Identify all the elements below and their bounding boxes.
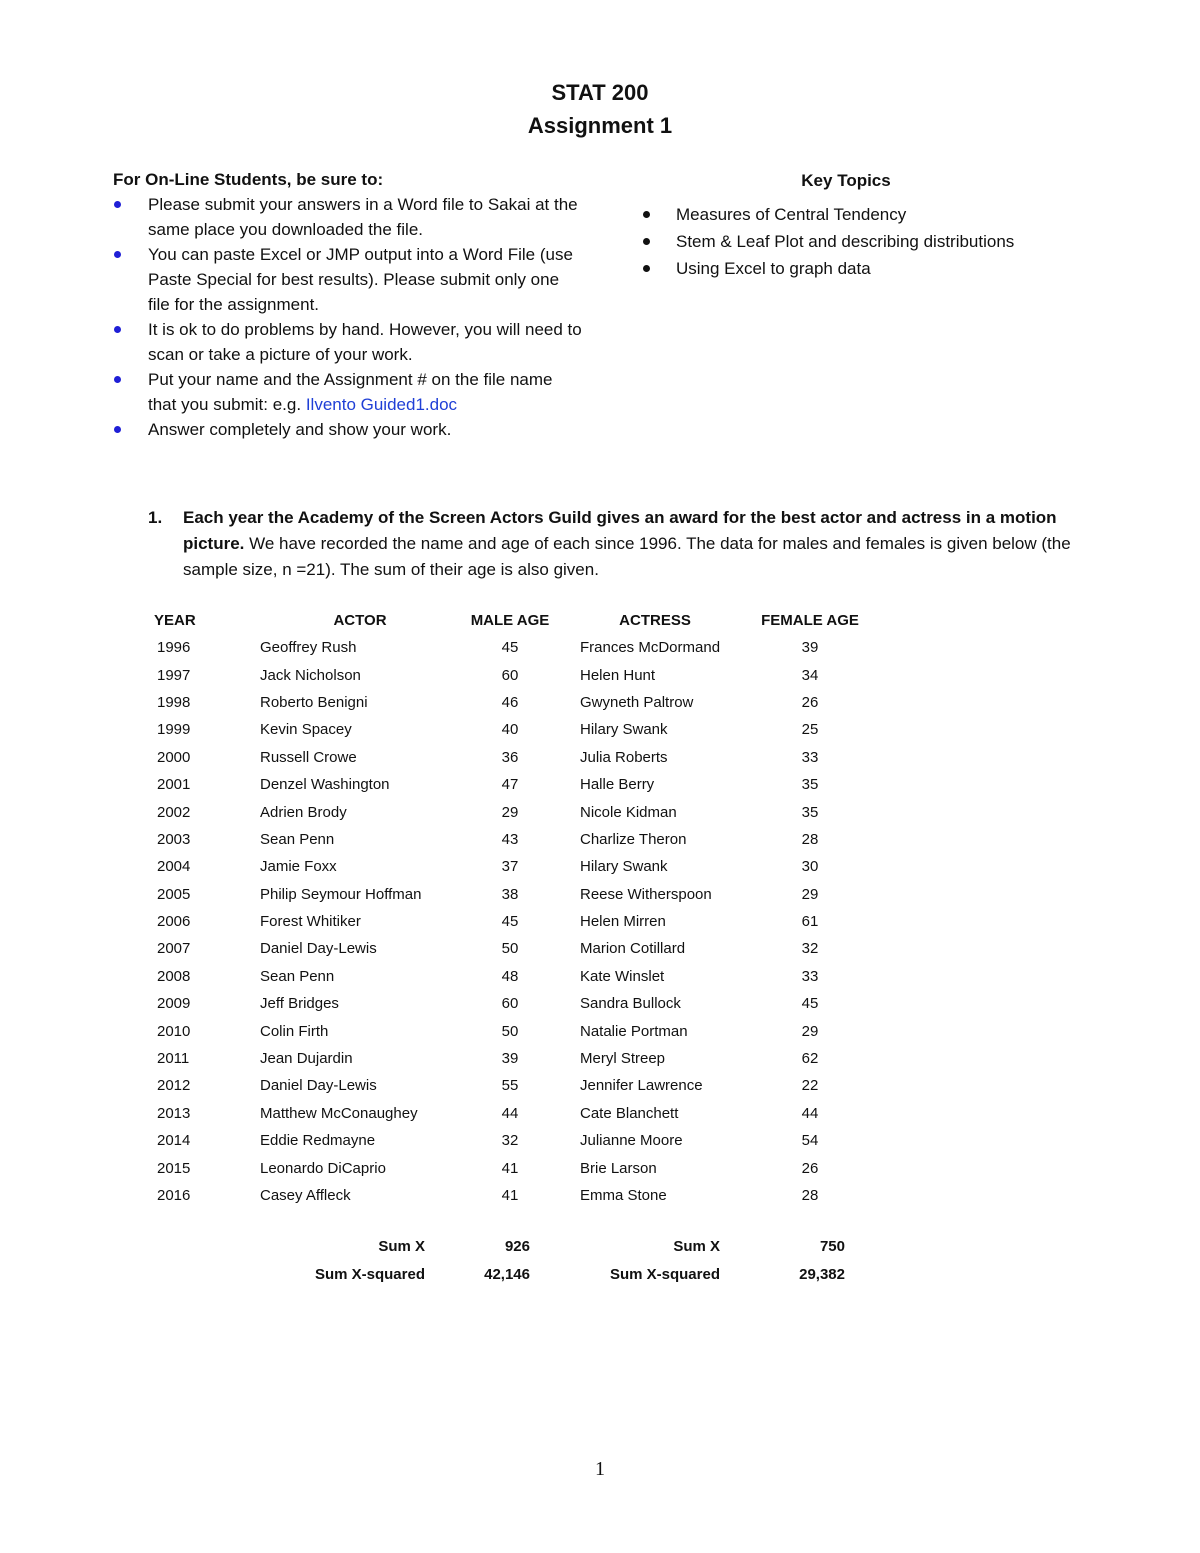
instruction-item [113, 367, 583, 417]
topic-text: Measures of Central Tendency [676, 205, 907, 224]
course-title: STAT 200 [551, 80, 649, 105]
table-row [145, 1182, 870, 1209]
cell-actress: Hilary Swank [580, 721, 668, 739]
table-row [145, 935, 870, 962]
instruction-item [113, 242, 583, 317]
bullet-icon [114, 251, 121, 258]
cell-actor: Adrien Brody [260, 803, 347, 821]
male-sum-value: 926 [504, 1238, 530, 1255]
cell-year: 2008 [157, 967, 191, 985]
topic-text: Stem & Leaf Plot and describing distributions [676, 232, 1015, 251]
cell-female-age: 28 [801, 830, 819, 848]
cell-year: 2003 [157, 830, 191, 848]
header-year: YEAR [154, 611, 196, 629]
cell-male-age: 39 [501, 1050, 519, 1068]
table-row [145, 1045, 870, 1072]
female-sum-squared-label: Sum X-squared [609, 1266, 720, 1283]
table-row [145, 1017, 870, 1044]
header-female-age: FEMALE AGE [761, 611, 859, 629]
cell-male-age: 60 [501, 666, 519, 684]
cell-actor: Daniel Day-Lewis [260, 1077, 377, 1095]
cell-actor: Daniel Day-Lewis [260, 940, 377, 958]
cell-male-age: 29 [501, 803, 519, 821]
cell-male-age: 45 [501, 639, 519, 657]
cell-actor: Sean Penn [260, 967, 335, 985]
cell-actress: Julianne Moore [580, 1132, 683, 1150]
key-topics-list [640, 201, 1100, 282]
cell-actor: Russell Crowe [260, 748, 357, 766]
cell-actress: Marion Cotillard [580, 940, 686, 958]
instruction-text: You can paste Excel or JMP output into a Word File (use Paste Special for best results). Please submit only one file for the assignment. [148, 245, 573, 314]
question-1 [148, 505, 1088, 583]
bullet-icon [114, 426, 121, 433]
header-actress: ACTRESS [619, 611, 691, 629]
cell-male-age: 47 [501, 776, 519, 794]
cell-female-age: 39 [801, 639, 819, 657]
instruction-text: It is ok to do problems by hand. However, you will need to scan or take a picture of your work. [148, 320, 582, 364]
table-row [145, 744, 870, 771]
bullet-icon [643, 211, 650, 218]
cell-actress: Meryl Streep [580, 1050, 666, 1068]
table-row [145, 1127, 870, 1154]
table-row [145, 798, 870, 825]
cell-male-age: 60 [501, 995, 519, 1013]
cell-actress: Emma Stone [580, 1187, 667, 1204]
cell-male-age: 43 [501, 830, 519, 848]
cell-female-age: 30 [801, 858, 819, 876]
cell-actor: Matthew McConaughey [260, 1104, 418, 1122]
table-row [145, 1100, 870, 1127]
cell-actress: Nicole Kidman [580, 803, 677, 821]
cell-actress: Helen Hunt [580, 666, 656, 684]
instruction-text: Please submit your answers in a Word file to Sakai at the same place you downloaded the file. [148, 195, 578, 239]
question-bold-text: Each year the Academy of the Screen Actors Guild gives an award for the best actor and actress in a motion picture. [183, 508, 1057, 553]
female-sum-squared-value: 29,382 [799, 1266, 845, 1283]
cell-male-age: 50 [501, 940, 519, 958]
cell-year: 2000 [157, 748, 191, 766]
cell-year: 2007 [157, 940, 191, 958]
table-row [145, 771, 870, 798]
cell-actor: Kevin Spacey [260, 721, 352, 739]
cell-actress: Halle Berry [580, 776, 655, 794]
cell-male-age: 40 [501, 721, 519, 739]
cell-actor: Geoffrey Rush [260, 639, 357, 657]
table-row [145, 908, 870, 935]
cell-female-age: 34 [801, 666, 819, 684]
table-row [145, 689, 870, 716]
header-actor: ACTOR [333, 611, 387, 629]
instruction-item [113, 192, 583, 242]
cell-actor: Jeff Bridges [260, 995, 339, 1013]
cell-actor: Casey Affleck [260, 1187, 351, 1204]
cell-year: 2016 [157, 1187, 191, 1204]
cell-female-age: 25 [801, 721, 819, 739]
cell-male-age: 48 [501, 967, 519, 985]
page-number: 1 [595, 1458, 605, 1480]
instruction-item [113, 417, 583, 442]
instruction-item [113, 317, 583, 367]
key-topics-heading: Key Topics [801, 171, 891, 190]
assignment-title: Assignment 1 [527, 113, 673, 138]
table-row [145, 990, 870, 1017]
cell-female-age: 29 [801, 1022, 819, 1040]
topic-item [640, 255, 1100, 282]
instructions-section [113, 167, 583, 442]
cell-actress: Kate Winslet [580, 967, 665, 985]
cell-female-age: 35 [801, 803, 819, 821]
cell-year: 2005 [157, 885, 191, 903]
cell-female-age: 54 [801, 1132, 819, 1150]
cell-female-age: 28 [801, 1187, 819, 1204]
table-row [145, 634, 870, 661]
awards-table [145, 606, 870, 1209]
awards-table-body [145, 634, 870, 1209]
cell-year: 2002 [157, 803, 191, 821]
cell-female-age: 33 [801, 748, 819, 766]
example-filename-link[interactable]: Ilvento Guided1.doc [305, 395, 458, 414]
sum-x-row [0, 1238, 1200, 1266]
cell-female-age: 33 [801, 967, 819, 985]
table-header-row [145, 606, 870, 634]
cell-female-age: 35 [801, 776, 819, 794]
question-number: 1. [148, 508, 163, 527]
male-sum-label: Sum X [378, 1238, 425, 1255]
cell-female-age: 26 [801, 693, 819, 711]
male-sum-squared-value: 42,146 [484, 1266, 530, 1283]
table-row [145, 963, 870, 990]
cell-actress: Frances McDormand [580, 639, 721, 657]
cell-year: 2004 [157, 858, 191, 876]
bullet-icon [643, 238, 650, 245]
cell-year: 1998 [157, 693, 191, 711]
cell-actor: Philip Seymour Hoffman [260, 885, 422, 903]
cell-year: 2015 [157, 1159, 191, 1177]
sum-x-squared-row [0, 1266, 1200, 1294]
instruction-text: Answer completely and show your work. [148, 420, 452, 439]
cell-actor: Leonardo DiCaprio [260, 1159, 386, 1177]
cell-year: 2001 [157, 776, 191, 794]
female-sum-value: 750 [819, 1238, 845, 1255]
page-title [0, 76, 1200, 142]
cell-male-age: 32 [501, 1132, 519, 1150]
cell-female-age: 22 [801, 1077, 819, 1095]
cell-male-age: 50 [501, 1022, 519, 1040]
topic-item [640, 228, 1100, 255]
cell-actress: Jennifer Lawrence [580, 1077, 703, 1095]
cell-male-age: 55 [501, 1077, 519, 1095]
bullet-icon [643, 265, 650, 272]
cell-actress: Sandra Bullock [580, 995, 681, 1013]
cell-actress: Cate Blanchett [580, 1104, 679, 1122]
cell-male-age: 45 [501, 913, 519, 931]
sums-section [0, 1238, 1200, 1294]
header-male-age: MALE AGE [470, 611, 550, 629]
question-rest-text: We have recorded the name and age of each since 1996. The data for males and females is given below (the sample size, n =21). The sum of their age is also given. [183, 534, 1071, 579]
topic-text: Using Excel to graph data [676, 259, 871, 278]
cell-year: 2013 [157, 1104, 191, 1122]
cell-female-age: 32 [801, 940, 819, 958]
table-row [145, 826, 870, 853]
cell-actor: Jean Dujardin [260, 1050, 353, 1068]
key-topics-section [640, 167, 1100, 282]
cell-actor: Denzel Washington [260, 776, 390, 794]
question-text [183, 505, 1088, 583]
cell-year: 2010 [157, 1022, 191, 1040]
cell-actress: Hilary Swank [580, 858, 668, 876]
cell-actress: Brie Larson [580, 1159, 657, 1177]
cell-year: 2011 [157, 1050, 190, 1068]
cell-year: 2006 [157, 913, 191, 931]
cell-actor: Eddie Redmayne [260, 1132, 376, 1150]
table-row [145, 1154, 870, 1181]
cell-male-age: 38 [501, 885, 519, 903]
cell-year: 2009 [157, 995, 191, 1013]
cell-actor: Forest Whitiker [260, 913, 361, 931]
instructions-heading: For On-Line Students, be sure to: [113, 170, 384, 189]
cell-actress: Helen Mirren [580, 913, 666, 931]
table-row [145, 1072, 870, 1099]
cell-male-age: 44 [501, 1104, 519, 1122]
table-row [145, 661, 870, 688]
cell-year: 2012 [157, 1077, 191, 1095]
instruction-text: Put your name and the Assignment # on the file name that you submit: e.g. [148, 370, 553, 414]
cell-female-age: 61 [801, 913, 819, 931]
cell-actress: Julia Roberts [580, 748, 668, 766]
male-sum-squared-label: Sum X-squared [314, 1266, 425, 1283]
cell-actress: Reese Witherspoon [580, 885, 712, 903]
bullet-icon [114, 201, 121, 208]
cell-actor: Colin Firth [260, 1022, 329, 1040]
cell-female-age: 26 [801, 1159, 819, 1177]
cell-actor: Jamie Foxx [260, 858, 337, 876]
cell-year: 1997 [157, 666, 191, 684]
cell-actress: Natalie Portman [580, 1022, 688, 1040]
cell-actress: Gwyneth Paltrow [580, 693, 694, 711]
cell-male-age: 46 [501, 693, 519, 711]
table-row [145, 881, 870, 908]
cell-actor: Sean Penn [260, 830, 335, 848]
instructions-list [113, 192, 583, 442]
cell-year: 1996 [157, 639, 191, 657]
topic-item [640, 201, 1100, 228]
cell-male-age: 37 [501, 858, 519, 876]
cell-female-age: 62 [801, 1050, 819, 1068]
cell-year: 2014 [157, 1132, 191, 1150]
cell-male-age: 36 [501, 748, 519, 766]
cell-female-age: 29 [801, 885, 819, 903]
table-row [145, 853, 870, 880]
female-sum-label: Sum X [673, 1238, 720, 1255]
cell-actor: Roberto Benigni [260, 693, 368, 711]
cell-female-age: 44 [801, 1104, 819, 1122]
cell-actress: Charlize Theron [580, 830, 687, 848]
bullet-icon [114, 376, 121, 383]
cell-male-age: 41 [501, 1187, 519, 1204]
cell-female-age: 45 [801, 995, 819, 1013]
table-row [145, 716, 870, 743]
bullet-icon [114, 326, 121, 333]
cell-actor: Jack Nicholson [260, 666, 361, 684]
cell-year: 1999 [157, 721, 191, 739]
cell-male-age: 41 [501, 1159, 519, 1177]
